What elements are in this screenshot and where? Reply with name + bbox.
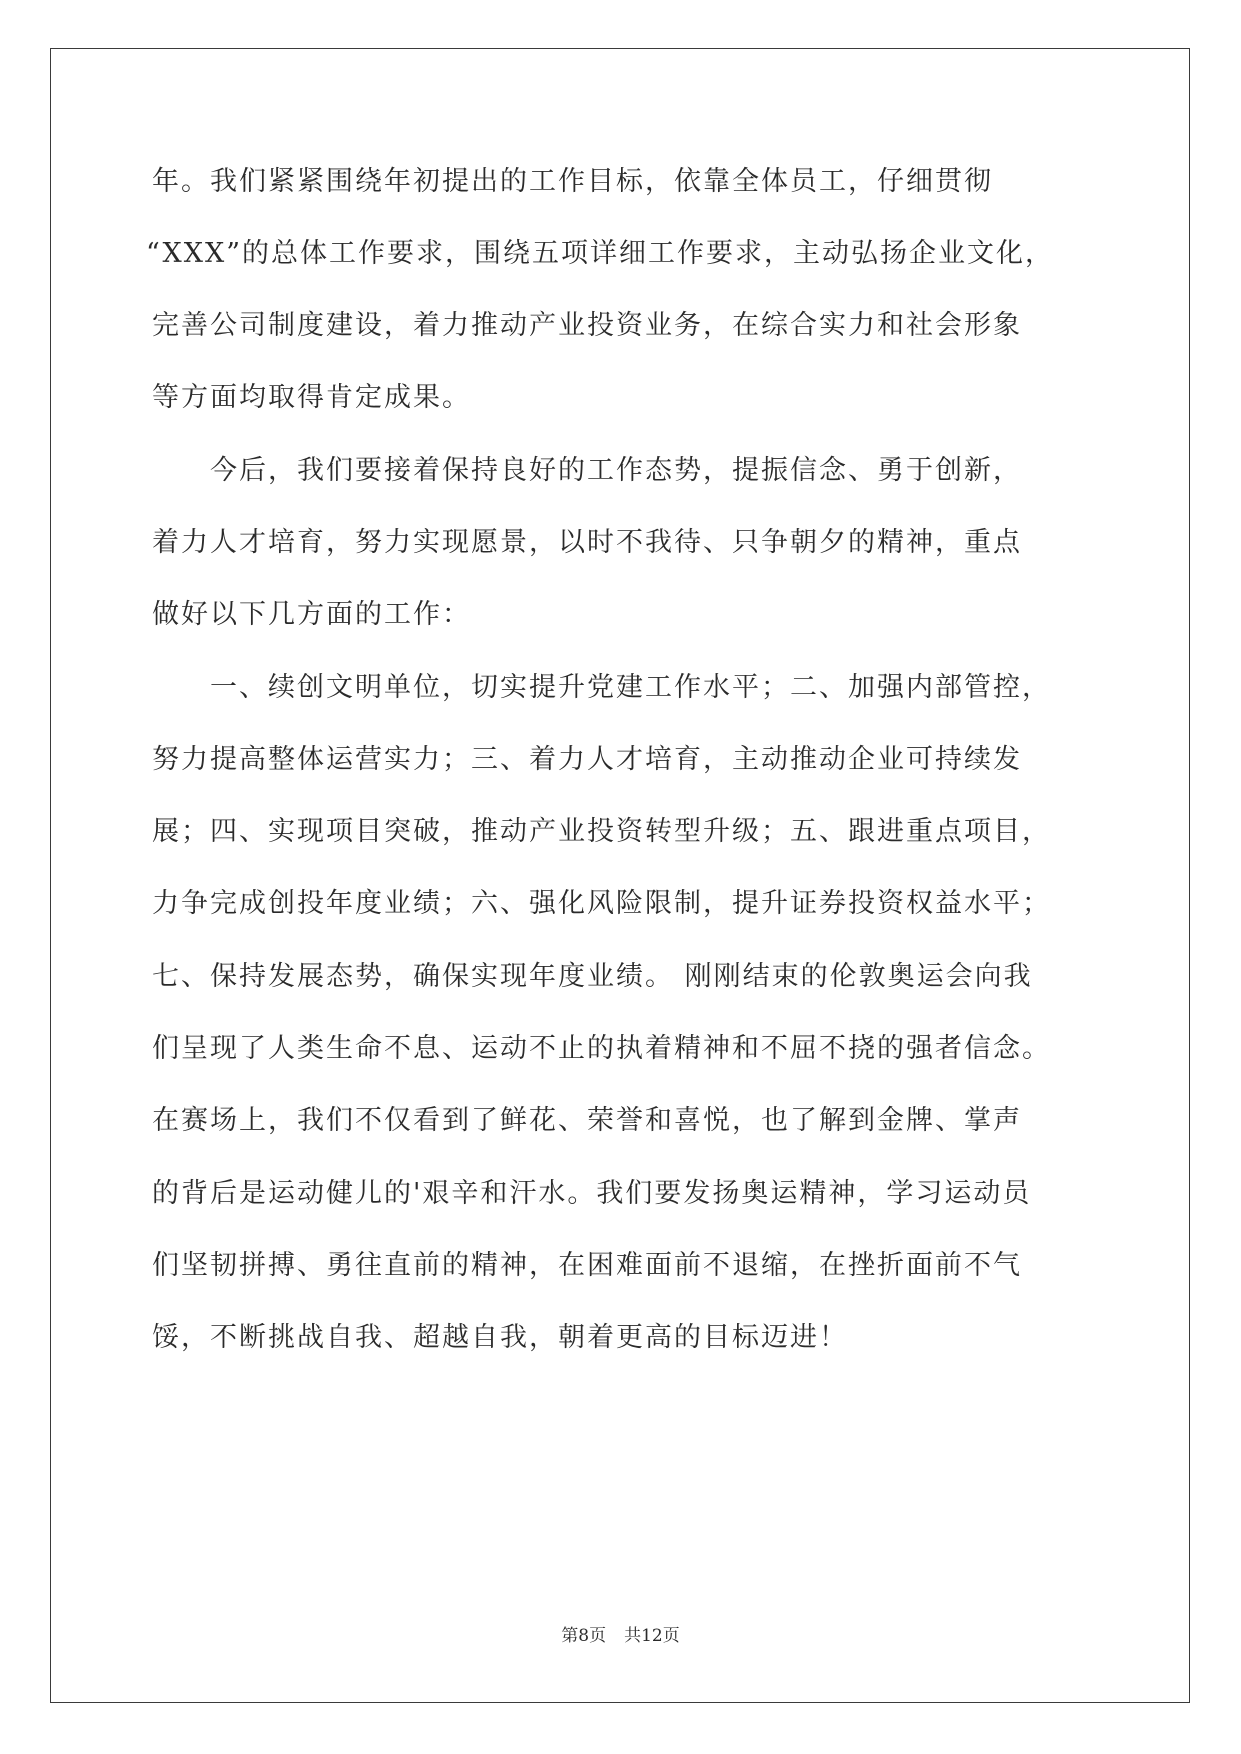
text-line: 展；四、实现项目突破，推动产业投资转型升级；五、跟进重点项目， bbox=[152, 816, 1051, 847]
text-line: 等方面均取得肯定成果。 bbox=[152, 382, 471, 413]
paragraph-first-line: 一、续创文明单位，切实提升党建工作水平；二、加强内部管控， bbox=[210, 672, 1051, 703]
text-line: 馁，不断挑战自我、超越自我，朝着更高的目标迈进！ bbox=[152, 1322, 848, 1353]
text-line: 完善公司制度建设，着力推动产业投资业务，在综合实力和社会形象 bbox=[152, 310, 1022, 341]
text-line: 在赛场上，我们不仅看到了鲜花、荣誉和喜悦，也了解到金牌、掌声 bbox=[152, 1105, 1022, 1136]
text-line: “XXX”的总体工作要求，围绕五项详细工作要求，主动弘扬企业文化， bbox=[146, 238, 1055, 269]
text-line: 做好以下几方面的工作： bbox=[152, 599, 471, 630]
text-line: 们呈现了人类生命不息、运动不止的执着精神和不屈不挠的强者信念。 bbox=[152, 1033, 1051, 1064]
page-total: 共12页 bbox=[624, 1626, 680, 1646]
page-border bbox=[50, 48, 1190, 1703]
text-line: 们坚韧拼搏、勇往直前的精神，在困难面前不退缩，在挫折面前不气 bbox=[152, 1250, 1022, 1281]
text-line: 的背后是运动健儿的'艰辛和汗水。我们要发扬奥运精神，学习运动员 bbox=[152, 1178, 1032, 1209]
text-line: 年。我们紧紧围绕年初提出的工作目标，依靠全体员工，仔细贯彻 bbox=[152, 166, 993, 197]
text-line: 七、保持发展态势，确保实现年度业绩。 刚刚结束的伦敦奥运会向我 bbox=[152, 961, 1033, 992]
text-line: 着力人才培育，努力实现愿景，以时不我待、只争朝夕的精神，重点 bbox=[152, 527, 1022, 558]
page-number: 第8页 bbox=[561, 1626, 607, 1646]
text-line: 力争完成创投年度业绩；六、强化风险限制，提升证券投资权益水平； bbox=[152, 888, 1051, 919]
text-line: 努力提高整体运营实力；三、着力人才培育，主动推动企业可持续发 bbox=[152, 744, 1022, 775]
paragraph-first-line: 今后，我们要接着保持良好的工作态势，提振信念、勇于创新， bbox=[210, 455, 1022, 486]
page-footer bbox=[0, 1621, 1241, 1646]
